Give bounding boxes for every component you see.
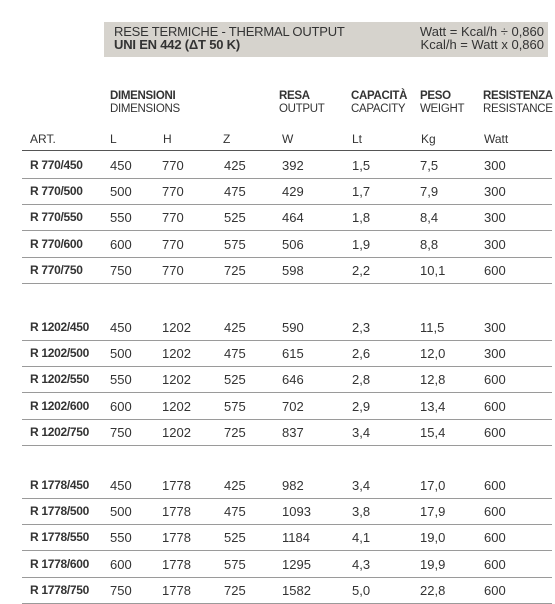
cell-lt: 3,4 [352, 424, 371, 440]
cell-h: 1202 [162, 346, 191, 362]
table-row [22, 366, 552, 393]
cell-art: R 1778/500 [30, 504, 90, 519]
header-dimensions [110, 90, 180, 116]
cell-kg: 10,1 [420, 262, 446, 278]
cell-watt: 600 [484, 530, 506, 546]
table-row [22, 231, 552, 258]
table-row [22, 257, 552, 284]
cell-w: 702 [282, 398, 304, 414]
cell-l: 550 [110, 530, 132, 546]
cell-l: 450 [110, 478, 132, 493]
cell-l: 600 [110, 398, 132, 414]
column-header-lt: Lt [352, 132, 363, 146]
cell-kg: 12,8 [420, 372, 446, 388]
banner-title: RESE TERMICHE - THERMAL OUTPUT [114, 24, 345, 39]
cell-l: 550 [110, 210, 132, 226]
header-weight-it: PESO [420, 90, 451, 102]
cell-art: R 1778/550 [30, 530, 90, 545]
cell-art: R 1778/750 [30, 582, 90, 597]
cell-h: 1202 [162, 372, 191, 388]
cell-h: 1202 [162, 320, 191, 335]
cell-w: 837 [282, 424, 304, 440]
cell-lt: 1,5 [352, 158, 371, 173]
cell-art: R 1202/450 [30, 320, 90, 334]
cell-z: 725 [224, 262, 246, 278]
cell-l: 550 [110, 372, 132, 388]
table-row [22, 340, 552, 367]
cell-w: 464 [282, 210, 304, 226]
cell-z: 575 [224, 398, 246, 414]
column-header-h: H [163, 132, 172, 146]
cell-l: 750 [110, 582, 132, 598]
table-row [22, 393, 552, 420]
column-header-z: Z [223, 132, 231, 146]
cell-w: 646 [282, 372, 304, 388]
cell-lt: 1,9 [352, 236, 371, 252]
table-row [22, 152, 552, 179]
cell-kg: 17,9 [420, 504, 446, 520]
cell-h: 1778 [162, 478, 191, 493]
cell-w: 598 [282, 262, 304, 278]
cell-art: R 770/550 [30, 210, 83, 225]
cell-kg: 8,4 [420, 210, 439, 226]
header-dimensions-it: DIMENSIONI [110, 90, 176, 102]
cell-lt: 1,8 [352, 210, 371, 226]
cell-w: 1093 [282, 504, 311, 520]
cell-h: 770 [162, 184, 184, 200]
cell-w: 982 [282, 478, 304, 493]
cell-w: 506 [282, 236, 304, 252]
cell-l: 500 [110, 346, 132, 362]
header-output-en: OUTPUT [279, 103, 325, 115]
cell-w: 429 [282, 184, 304, 200]
cell-z: 425 [224, 478, 246, 493]
banner-formula-watt: Watt = Kcal/h ÷ 0,860 [419, 24, 544, 39]
cell-l: 600 [110, 236, 132, 252]
cell-z: 725 [224, 424, 246, 440]
table-row [22, 314, 552, 341]
cell-lt: 1,7 [352, 184, 371, 200]
cell-h: 1778 [162, 556, 191, 572]
cell-lt: 3,8 [352, 504, 371, 520]
banner-standard: UNI EN 442 (ΔT 50 K) [114, 37, 240, 52]
table-row [22, 419, 552, 446]
cell-art: R 1202/600 [30, 398, 90, 413]
column-header-art: ART. [30, 132, 56, 146]
banner-formula-kcal: Kcal/h = Watt x 0,860 [420, 37, 544, 52]
cell-watt: 300 [484, 158, 506, 173]
cell-lt: 3,4 [352, 478, 371, 493]
cell-h: 770 [162, 210, 184, 226]
column-header-kg: Kg [421, 132, 436, 146]
table-row [22, 472, 552, 499]
cell-watt: 300 [484, 210, 506, 226]
cell-l: 500 [110, 504, 132, 520]
cell-l: 750 [110, 424, 132, 440]
cell-kg: 15,4 [420, 424, 446, 440]
cell-kg: 19,9 [420, 556, 446, 572]
cell-watt: 600 [484, 424, 506, 440]
table-row [22, 498, 552, 525]
cell-watt: 600 [484, 504, 506, 520]
cell-art: R 770/600 [30, 236, 83, 251]
cell-z: 575 [224, 556, 246, 572]
cell-h: 1202 [162, 398, 191, 414]
header-resistance-it: RESISTENZA [483, 90, 553, 102]
cell-kg: 8,8 [420, 236, 439, 252]
cell-h: 770 [162, 262, 184, 278]
cell-kg: 7,5 [420, 158, 439, 173]
table-row [22, 204, 552, 231]
header-weight-en: WEIGHT [420, 103, 465, 115]
cell-z: 525 [224, 530, 246, 546]
cell-w: 1582 [282, 582, 311, 598]
header-resistance-en: RESISTANCE [483, 103, 553, 115]
cell-lt: 2,2 [352, 262, 371, 278]
cell-w: 1295 [282, 556, 311, 572]
cell-z: 525 [224, 372, 246, 388]
cell-watt: 600 [484, 582, 506, 598]
cell-z: 725 [224, 582, 246, 598]
header-output [279, 90, 324, 116]
cell-art: R 1778/450 [30, 478, 90, 492]
table-row [22, 551, 552, 578]
column-header-l: L [110, 132, 117, 146]
table-row [22, 524, 552, 551]
header-capacity [351, 90, 407, 116]
cell-art: R 1202/550 [30, 372, 90, 387]
cell-watt: 300 [484, 320, 506, 335]
cell-w: 590 [282, 320, 304, 335]
cell-h: 1778 [162, 504, 191, 520]
cell-kg: 22,8 [420, 582, 446, 598]
cell-z: 425 [224, 320, 246, 335]
cell-lt: 2,3 [352, 320, 371, 335]
cell-l: 750 [110, 262, 132, 278]
cell-kg: 11,5 [420, 320, 445, 335]
cell-z: 475 [224, 346, 246, 362]
cell-h: 770 [162, 158, 184, 173]
header-divider [22, 150, 552, 151]
cell-lt: 5,0 [352, 582, 371, 598]
cell-watt: 600 [484, 478, 506, 493]
cell-z: 525 [224, 210, 246, 226]
cell-lt: 2,8 [352, 372, 371, 388]
cell-l: 600 [110, 556, 132, 572]
header-resistance [483, 90, 553, 116]
cell-kg: 12,0 [420, 346, 446, 362]
thermal-output-banner [104, 22, 548, 57]
cell-watt: 300 [484, 236, 506, 252]
cell-z: 575 [224, 236, 246, 252]
cell-w: 392 [282, 158, 304, 173]
cell-h: 770 [162, 236, 184, 252]
header-output-it: RESA [279, 90, 310, 102]
cell-lt: 2,9 [352, 398, 371, 414]
cell-lt: 4,1 [352, 530, 371, 546]
cell-l: 450 [110, 320, 132, 335]
column-header-watt: Watt [484, 132, 509, 146]
cell-z: 425 [224, 158, 246, 173]
column-header-w: W [282, 132, 294, 146]
cell-watt: 600 [484, 372, 506, 388]
cell-h: 1778 [162, 530, 191, 546]
cell-w: 615 [282, 346, 304, 362]
cell-h: 1778 [162, 582, 191, 598]
cell-z: 475 [224, 184, 246, 200]
table-row [22, 178, 552, 205]
cell-kg: 7,9 [420, 184, 439, 200]
cell-art: R 1778/600 [30, 556, 90, 571]
cell-kg: 19,0 [420, 530, 446, 546]
cell-watt: 600 [484, 398, 506, 414]
cell-watt: 600 [484, 262, 506, 278]
cell-z: 475 [224, 504, 246, 520]
cell-l: 450 [110, 158, 132, 173]
cell-art: R 770/500 [30, 184, 83, 199]
cell-kg: 17,0 [420, 478, 446, 493]
header-weight [420, 90, 464, 116]
cell-kg: 13,4 [420, 398, 446, 414]
header-capacity-it: CAPACITÀ [351, 90, 408, 102]
cell-watt: 300 [484, 346, 506, 362]
cell-art: R 1202/500 [30, 346, 90, 361]
cell-art: R 770/750 [30, 262, 83, 277]
header-capacity-en: CAPACITY [351, 103, 406, 115]
cell-w: 1184 [282, 530, 310, 546]
cell-h: 1202 [162, 424, 191, 440]
cell-watt: 600 [484, 556, 506, 572]
cell-art: R 770/450 [30, 158, 83, 172]
cell-watt: 300 [484, 184, 506, 200]
cell-art: R 1202/750 [30, 424, 90, 439]
cell-lt: 2,6 [352, 346, 371, 362]
cell-lt: 4,3 [352, 556, 371, 572]
header-dimensions-en: DIMENSIONS [110, 103, 180, 115]
cell-l: 500 [110, 184, 132, 200]
